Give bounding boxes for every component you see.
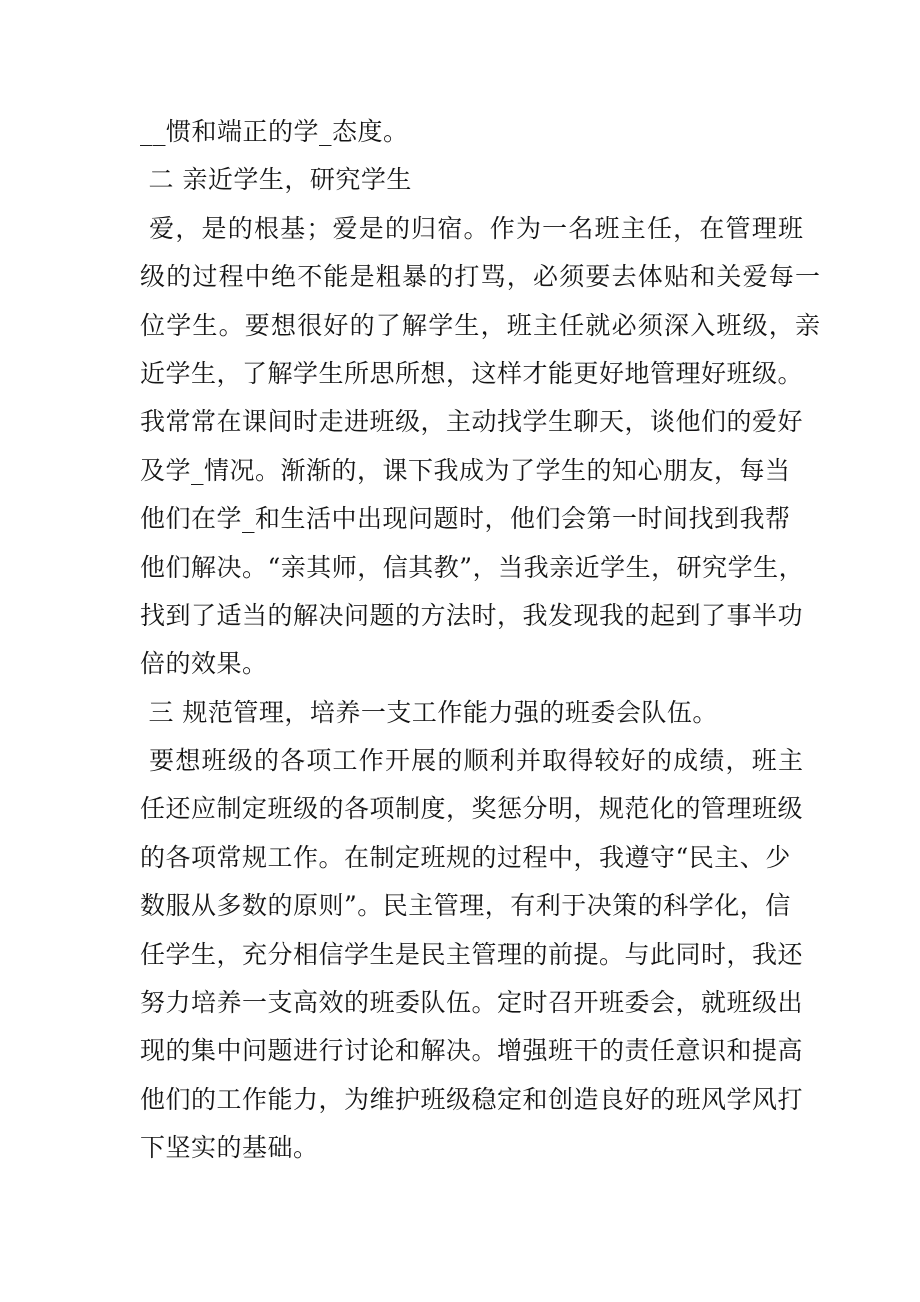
section-heading-2: 二 亲近学生，研究学生 — [140, 165, 412, 195]
text-line: __惯和端正的学_态度。 — [140, 117, 409, 146]
text-line: 他们的工作能力，为维护班级稳定和创造良好的班风学风打 — [140, 1084, 804, 1114]
text-line: 任还应制定班级的各项制度，奖惩分明，规范化的管理班级 — [140, 794, 804, 824]
text-line: 现的集中问题进行讨论和解决。增强班干的责任意识和提高 — [140, 1036, 804, 1066]
text-line: 努力培养一支高效的班委队伍。定时召开班委会，就班级出 — [140, 988, 804, 1018]
text-line: 要想班级的各项工作开展的顺利并取得较好的成绩，班主 — [140, 746, 805, 776]
text-line: 我常常在课间时走进班级，主动找学生聊天，谈他们的爱好 — [140, 407, 804, 437]
text-line: 及学_情况。渐渐的，课下我成为了学生的知心朋友，每当 — [140, 455, 791, 485]
text-line: 他们解决。“亲其师，信其教”，当我亲近学生，研究学生， — [140, 552, 805, 582]
text-line: 下坚实的基础。 — [140, 1133, 319, 1163]
document-body — [140, 108, 822, 1173]
text-line: 爱，是的根基；爱是的归宿。作为一名班主任，在管理班 — [140, 213, 805, 243]
text-line: 级的过程中绝不能是粗暴的打骂，必须要去体贴和关爱每一 — [140, 262, 822, 292]
text-line: 他们在学_和生活中出现问题时，他们会第一时间找到我帮 — [140, 504, 791, 534]
section-heading-3: 三 规范管理，培养一支工作能力强的班委会队伍。 — [140, 697, 718, 727]
text-line: 位学生。要想很好的了解学生，班主任就必须深入班级，亲 — [140, 310, 822, 340]
text-line: 倍的效果。 — [140, 649, 268, 679]
text-line: 的各项常规工作。在制定班规的过程中，我遵守“民主、少 — [140, 842, 791, 872]
text-line: 任学生，充分相信学生是民主管理的前提。与此同时，我还 — [140, 939, 804, 969]
text-line: 找到了适当的解决问题的方法时，我发现我的起到了事半功 — [140, 600, 804, 630]
text-line: 近学生，了解学生所思所想，这样才能更好地管理好班级。 — [140, 358, 804, 388]
text-line: 数服从多数的原则”。民主管理，有利于决策的科学化，信 — [140, 891, 791, 921]
